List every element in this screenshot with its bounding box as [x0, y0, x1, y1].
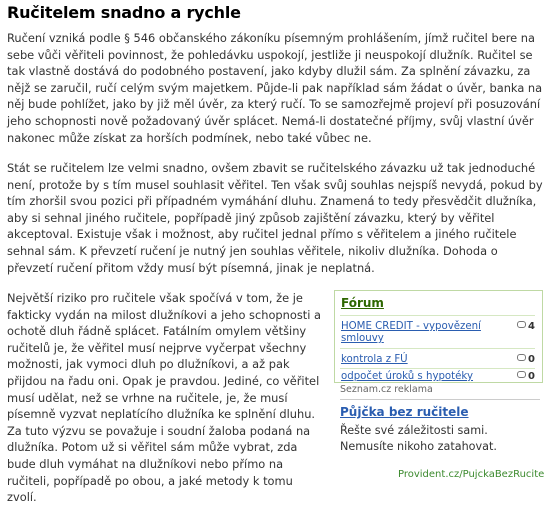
forum-divider [340, 368, 535, 369]
forum-item-count-value: 0 [528, 371, 535, 382]
article-paragraph-3: Největší riziko pro ručitele však spočívá v tom, že je fakticky vydán na milost dlužníkovi a jeho schopnosti a ochotě dluh řádně splácet. Fatálním omylem většiny ručitelů je, že věřitel musí nejprve vyčerpat všechny možnosti, jak vymoci dluh po dlužníkovi, a až pak přijdou na řadu oni. Opak je pravdou. Jediné, co věřitel musí udělat, než se vrhne na ručitele, je, že musí písemně vyzvat neplatícího dlužníka ke splnění dluhu. Za tuto výzvu se považuje i soudní žaloba podaná na dlužníka. Potom už si věřitel sám může vybrat, zda bude dluh vymáhat na dlužníkovi nebo přímo na ručiteli, popřípadě po obou, a jaké metody k tomu zvolí. [7, 291, 322, 505]
comment-bubble-icon [517, 354, 526, 361]
forum-item-count [517, 354, 535, 366]
ad-source-label: Seznam.cz reklama [340, 384, 433, 395]
forum-item [341, 371, 537, 383]
ad-box [334, 383, 543, 500]
forum-item-link[interactable]: HOME CREDIT - vypovězení smlouvy [341, 321, 481, 344]
forum-divider [340, 315, 535, 316]
forum-box [334, 290, 543, 383]
forum-item [341, 321, 537, 345]
forum-item-count [517, 371, 535, 383]
forum-item-count-value: 4 [528, 321, 535, 332]
forum-item-link[interactable]: odpočet úroků s hypotéky [341, 371, 473, 382]
ad-url-link[interactable]: Provident.cz/PujckaBezRucite [398, 469, 545, 480]
comment-bubble-icon [517, 371, 526, 378]
article-paragraph-1: Ručení vzniká podle § 546 občanského zákoníku písemným prohlášením, jímž ručitel bere na sebe vůči věřiteli povinnost, že pohledávku uspokojí, jestliže ji neuspokojí dlužník. Ručitel se tak vlastně dostává do podobného postavení, jako kdyby dlužil sám. Za splnění závazku, za nějž se zaručil, ručí celým svým majetkem. Půjde-li pak například sám žádat o úvěr, banka na něj bude pohlížet, jako by již měl úvěr, za který ručí. To se samozřejmě projeví při posuzování jeho schopnosti nově požadovaný úvěr splácet. Nemá-li dostatečné příjmy, svůj vlastní úvěr nakonec může získat za horších podmínek, nebo také vůbec ne. [7, 31, 543, 145]
ad-title-link[interactable]: Půjčka bez ručitele [340, 405, 469, 419]
forum-divider [340, 348, 535, 349]
forum-item-link[interactable]: kontrola z FÚ [341, 354, 408, 365]
comment-bubble-icon [517, 321, 526, 328]
forum-item-count [517, 321, 535, 333]
forum-heading-link[interactable]: Fórum [341, 296, 384, 310]
forum-item-count-value: 0 [528, 354, 535, 365]
ad-divider [340, 399, 540, 400]
ad-text: Řešte své záležitosti sami. Nemusíte nikoho zatahovat. [340, 424, 497, 453]
article-title: Ručitelem snadno a rychle [7, 3, 241, 22]
forum-item [341, 354, 537, 366]
article-paragraph-2: Stát se ručitelem lze velmi snadno, ovšem zbavit se ručitelského závazku už tak jednoduché není, protože by s tím musel souhlasit věřitel. Ten však svůj souhlas nejspíš nevydá, pokud by tím zhoršil svou pozici při případném vymáhání dluhu. Znamená to tedy přesvědčit dlužníka, aby si sehnal jiného ručitele, popřípadě jiný způsob zajištění závazku, který by věřitel akceptoval. Existuje však i možnost, aby ručitel jednal přímo s věřitelem a jiného ručitele sehnal sám. K převzetí ručení je nutný jen souhlas věřitele, nikoliv dlužníka. Dohoda o převzetí ručení přitom vždy musí být písemná, jinak je neplatná. [7, 161, 543, 275]
